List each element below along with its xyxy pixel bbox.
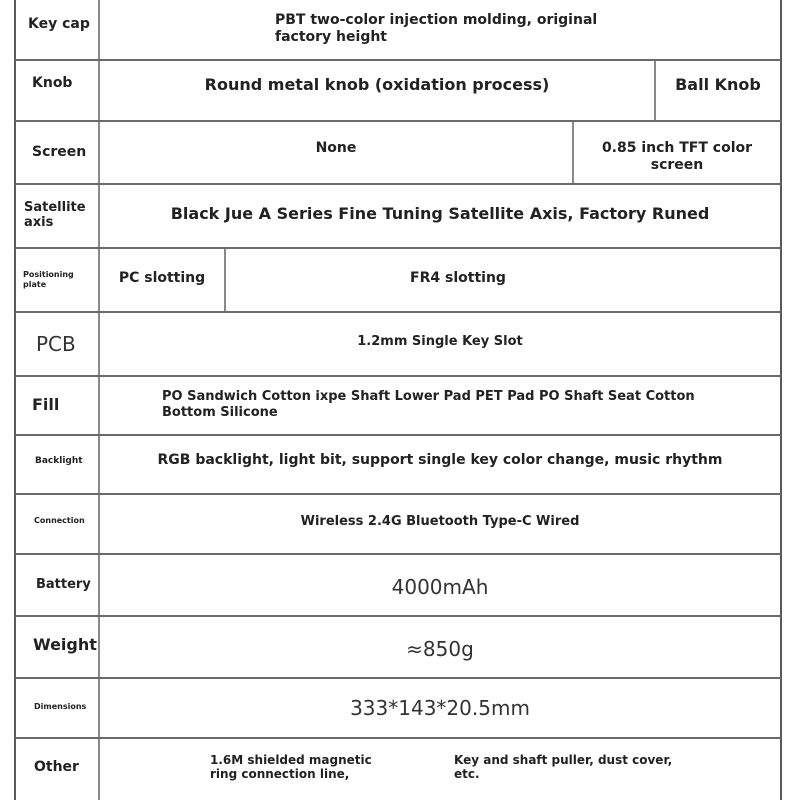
row-weight bbox=[14, 617, 782, 679]
row-keycap bbox=[14, 0, 782, 61]
value-plate-fr4: FR4 slotting bbox=[224, 249, 780, 311]
value-satellite: Black Jue A Series Fine Tuning Satellite Axis, Factory Runed bbox=[170, 204, 710, 223]
value-screen-none: None bbox=[315, 140, 357, 156]
label-dimensions: Dimensions bbox=[16, 679, 100, 737]
value-pcb: 1.2mm Single Key Slot bbox=[357, 334, 523, 349]
value-fill-text: PO Sandwich Cotton ixpe Shaft Lower Pad PET Pad PO Shaft Seat Cotton Bottom Silicone bbox=[162, 389, 695, 420]
label-pcb: PCB bbox=[16, 313, 100, 375]
value-knob-round: Round metal knob (oxidation process) bbox=[204, 75, 550, 94]
value-fill bbox=[100, 377, 780, 434]
value-other-cable: 1.6M shielded magnetic ring connection line, bbox=[210, 753, 372, 782]
row-battery bbox=[14, 555, 782, 617]
value-connection: Wireless 2.4G Bluetooth Type-C Wired bbox=[300, 514, 580, 529]
value-other bbox=[100, 739, 780, 800]
row-screen bbox=[14, 122, 782, 185]
row-satellite bbox=[14, 185, 782, 249]
label-weight: Weight bbox=[16, 617, 100, 677]
label-knob: Knob bbox=[16, 61, 100, 120]
row-fill bbox=[14, 377, 782, 436]
value-dimensions: 333*143*20.5mm bbox=[350, 696, 530, 720]
value-plate-pc: PC slotting bbox=[118, 270, 206, 286]
value-keycap-text: PBT two-color injection molding, original factory height bbox=[275, 12, 598, 45]
row-knob bbox=[14, 61, 782, 122]
value-keycap bbox=[100, 0, 780, 59]
value-screen-tft: 0.85 inch TFT color screen bbox=[572, 122, 780, 183]
value-other-puller: Key and shaft puller, dust cover, etc. bbox=[454, 753, 673, 782]
value-knob-ball: Ball Knob bbox=[654, 61, 780, 120]
row-dimensions bbox=[14, 679, 782, 739]
row-other bbox=[14, 739, 782, 800]
row-connection bbox=[14, 495, 782, 555]
label-fill: Fill bbox=[16, 377, 100, 434]
label-satellite: Satellite axis bbox=[16, 185, 100, 247]
row-backlight bbox=[14, 436, 782, 495]
value-battery: 4000mAh bbox=[391, 575, 489, 599]
label-connection: Connection bbox=[16, 495, 100, 553]
value-backlight: RGB backlight, light bit, support single key color change, music rhythm bbox=[157, 452, 723, 468]
label-plate: Positioning plate bbox=[16, 249, 100, 311]
row-plate bbox=[14, 249, 782, 313]
label-battery: Battery bbox=[16, 555, 100, 615]
label-backlight: Backlight bbox=[16, 436, 100, 493]
label-keycap: Key cap bbox=[16, 0, 100, 59]
value-weight: ≈850g bbox=[406, 637, 474, 661]
label-other: Other bbox=[16, 739, 100, 800]
label-screen: Screen bbox=[16, 122, 100, 183]
row-pcb bbox=[14, 313, 782, 377]
